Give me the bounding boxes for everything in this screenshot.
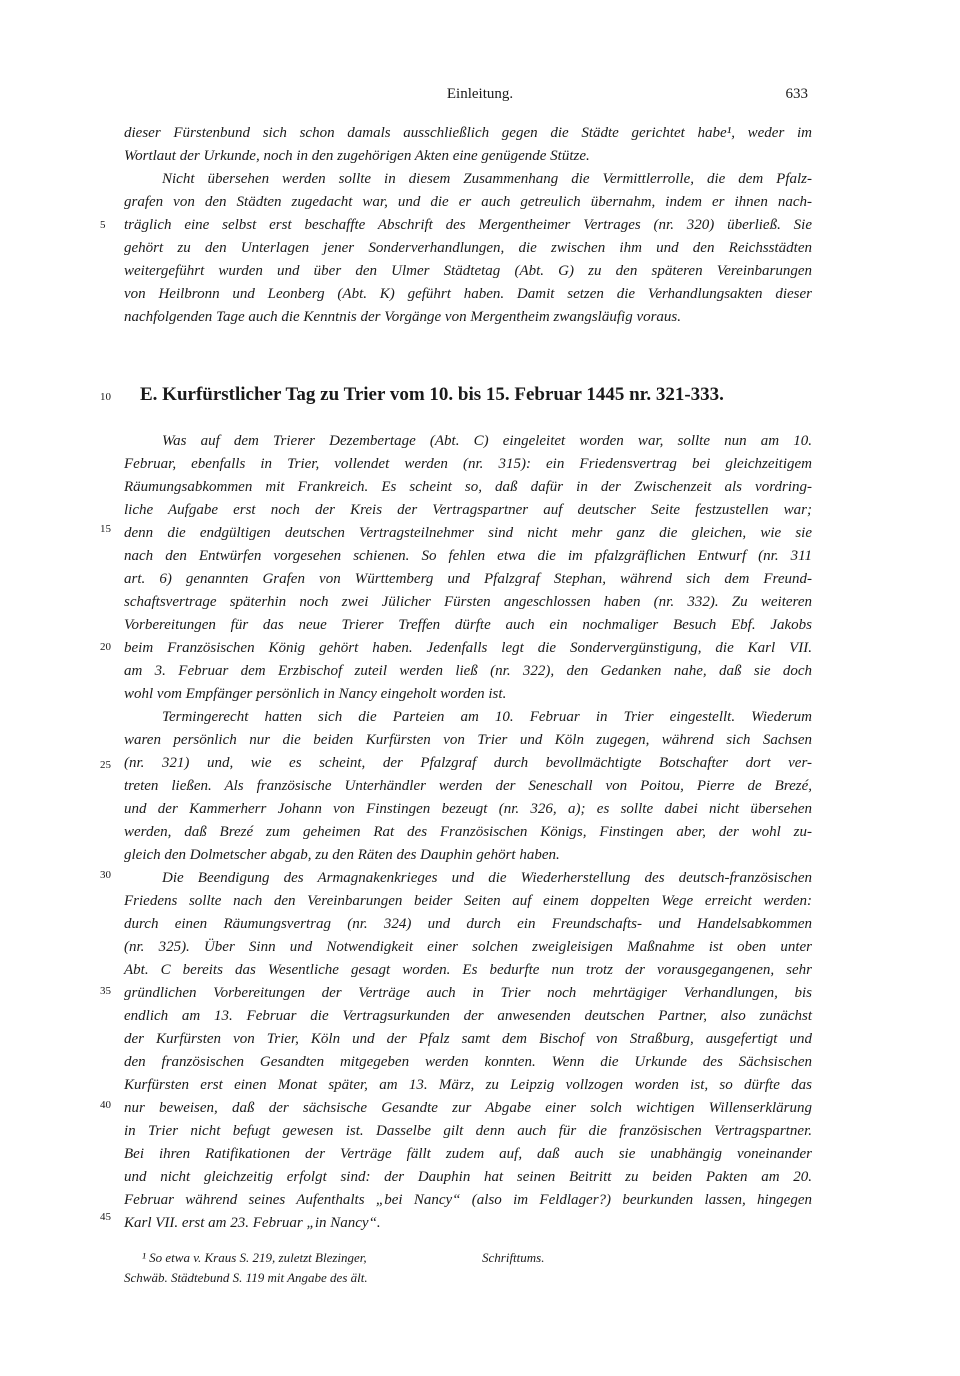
text-line: Friedens sollte nach den Vereinbarungen beider Seiten auf einem doppelten Wege erreicht werden: (124, 893, 812, 909)
text-line: Termingerecht hatten sich die Parteien am 10. Februar in Trier eingestellt. Wiederum (162, 709, 812, 725)
text-line: Februar, ebenfalls in Trier, vollendet werden (nr. 315): ein Friedensvertrag bei gleichzeitigem (124, 456, 812, 472)
text-line: Vorbereitungen für das neue Trierer Treffen dürfte auch ein nochmaliger Besuch Ebf. Jakobs (124, 617, 812, 633)
text-line: treten ließen. Als französische Unterhändler werden der Seneschall von Poitou, Pierre de Brezé, (124, 778, 812, 794)
line-number: 5 (100, 219, 106, 231)
text-line: werden, daß Brezé zum geheimen Rat des Französischen Königs, Finstingen aber, der wohl zu- (124, 824, 812, 840)
text-line: nachfolgenden Tage auch die Kenntnis der Vorgänge von Mergentheim zwangsläufig voraus. (124, 309, 682, 325)
text-line: schaftsvertrage späterhin noch zwei Jülicher Fürsten angeschlossen haben (nr. 332). Zu weiteren (124, 594, 812, 610)
line-number: 15 (100, 523, 111, 535)
footnote-line: Schrifttums. (482, 1250, 545, 1265)
text-line: in Trier nicht befugt gewesen ist. Dasselbe gilt denn auch für die französischen Vertragspartner. (124, 1123, 812, 1139)
header-title: Einleitung. (446, 86, 514, 102)
text-line: den französischen Gesandten mitgegeben werden konnten. Wenn die Urkunde des Sächsischen (124, 1054, 812, 1070)
page-number: 633 (785, 86, 808, 102)
line-number: 10 (100, 391, 111, 403)
section-heading: E. Kurfürstlicher Tag zu Trier vom 10. bis 15. Februar 1445 nr. 321-333. (140, 384, 724, 405)
text-line: Februar während seines Aufenthalts „bei Nancy“ (also im Feldlager?) beurkunden lassen, hingegen (124, 1192, 812, 1208)
text-line: beim Französischen König gehört haben. Jedenfalls legt die Sondervergünstigung, die Karl VII. (124, 640, 812, 656)
text-line: gehört zu den Unterlagen jener Sonderverhandlungen, die zwischen ihm und den Reichsstädten (124, 240, 812, 256)
footnote-line: ¹ So etwa v. Kraus S. 219, zuletzt Blezinger, (142, 1250, 367, 1265)
text-line: Karl VII. erst am 23. Februar „in Nancy“. (124, 1215, 381, 1231)
line-number: 25 (100, 759, 111, 771)
text-line: art. 6) genannten Grafen von Württemberg und Pfalzgraf Stephan, während sich dem Freund- (124, 571, 812, 587)
text-line: weitergeführt wurden und über den Ulmer Städtetag (Abt. G) zu den späteren Vereinbarungen (124, 263, 812, 279)
text-line: liche Aufgabe erst noch der Kreis der Vertragspartner auf deutscher Seite festzustellen war; (124, 502, 812, 518)
text-line: Räumungsabkommen mit Frankreich. Es scheint so, daß dafür in der Zwischenzeit als vordring- (124, 479, 812, 495)
line-number: 35 (100, 985, 111, 997)
text-line: träglich eine selbst erst beschaffte Abschrift des Mergentheimer Vertrages (nr. 320) überließ. Sie (124, 217, 812, 233)
line-number: 40 (100, 1099, 111, 1111)
text-line: (nr. 325). Über Sinn und Notwendigkeit einer solchen zweigleisigen Maßnahme ist oben unter (124, 939, 812, 955)
line-number: 30 (100, 869, 111, 881)
text-line: Nicht übersehen werden sollte in diesem Zusammenhang die Vermittlerrolle, die dem Pfalz- (162, 171, 812, 187)
text-line: waren persönlich nur die beiden Kurfürsten von Trier und Köln zugegen, während sich Sachsen (124, 732, 812, 748)
text-line: und nicht gleichzeitig erfolgt sind: der Dauphin hat seinen Beitritt zu beiden Pakten am 20. (124, 1169, 812, 1185)
text-line: Abt. C bereits das Wesentliche gesagt worden. Es bedurfte nun trotz der vorausgegangenen, sehr (124, 962, 812, 978)
text-line: gründlichen Vorbereitungen der Verträge auch in Trier noch mehrtägiger Verhandlungen, bis (124, 985, 812, 1001)
text-line: am 3. Februar dem Erzbischof zuteil werden ließ (nr. 322), den Gedanken nahe, daß sie doch (124, 663, 812, 679)
text-line: Bei ihren Ratifikationen der Verträge fällt zudem auf, daß auch sie unabhängig voneinander (124, 1146, 812, 1162)
footnote-line: Schwäb. Städtebund S. 119 mit Angabe des ält. (124, 1270, 368, 1285)
text-line: gleich den Dolmetscher abgab, zu den Räten des Dauphin gehört haben. (124, 847, 560, 863)
text-line: dieser Fürstenbund sich schon damals ausschließlich gegen die Städte gerichtet habe¹, weder im (124, 125, 812, 141)
text-line: Wortlaut der Urkunde, noch in den zugehörigen Akten eine genügende Stütze. (124, 148, 590, 164)
line-number: 45 (100, 1211, 111, 1223)
text-line: wohl vom Empfänger persönlich in Nancy eingeholt worden ist. (124, 686, 507, 702)
text-line: Was auf dem Trierer Dezembertage (Abt. C) eingeleitet worden war, sollte nun am 10. (162, 433, 812, 449)
line-number: 20 (100, 641, 111, 653)
text-line: denn die endgültigen deutschen Vertragsteilnehmer sind nicht mehr ganz die gleichen, wie sie (124, 525, 812, 541)
text-line: endlich am 13. Februar die Vertragsurkunden der anwesenden deutschen Partner, also zunächst (124, 1008, 812, 1024)
text-line: und der Kammerherr Johann von Finstingen bezeugt (nr. 326, a); es sollte dabei nicht übersehen (124, 801, 812, 817)
text-line: Kurfürsten erst einen Monat später, am 13. März, zu Leipzig vollzogen worden ist, so dürfte das (124, 1077, 812, 1093)
text-line: (nr. 321) und, wie es scheint, der Pfalzgraf durch bevollmächtigte Botschafter dort ver- (124, 755, 812, 771)
text-line: durch einen Räumungsvertrag (nr. 324) und durch ein Freundschafts- und Handelsabkommen (124, 916, 812, 932)
text-line: nur beweisen, daß der sächsische Gesandte zur Abgabe einer solch wichtigen Willenserklärung (124, 1100, 812, 1116)
text-line: der Kurfürsten von Trier, Köln und der Pfalz samt dem Bischof von Straßburg, ausgefertigt und (124, 1031, 812, 1047)
text-line: Die Beendigung des Armagnakenkrieges und die Wiederherstellung des deutsch-französischen (162, 870, 812, 886)
text-line: von Heilbronn und Leonberg (Abt. K) geführt haben. Damit setzen die Verhandlungsakten dieser (124, 286, 812, 302)
text-line: grafen von den Städten zugedacht war, und die er auch getreulich übernahm, indem er ihnen nach- (124, 194, 812, 210)
text-line: nach den Entwürfen vorgesehen schienen. So fehlen etwa die im pfalzgräflichen Entwurf (nr. 311 (124, 548, 812, 564)
